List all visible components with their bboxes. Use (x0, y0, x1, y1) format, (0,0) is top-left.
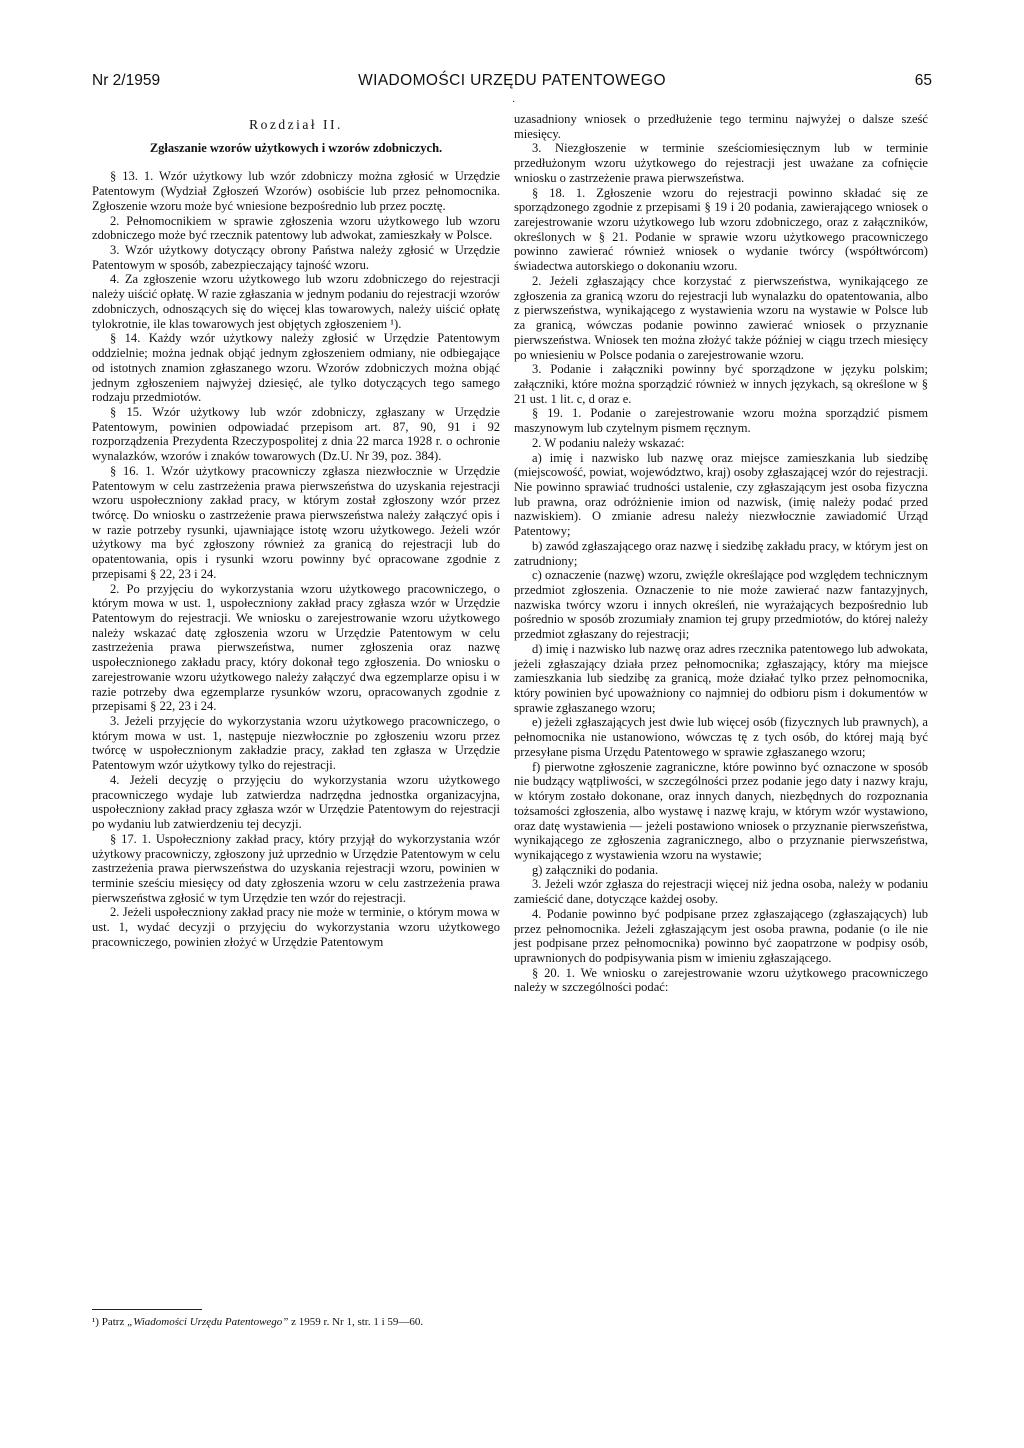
footnote-marker: ¹) (92, 1316, 99, 1328)
paragraph: uzasadniony wniosek o przedłużenie tego terminu najwyżej o dalsze sześć miesięcy. (514, 112, 928, 141)
paragraph: § 19. 1. Podanie o zarejestrowanie wzoru można sporządzić pismem maszynowym lub czytelnym pismem ręcznym. (514, 406, 928, 436)
chapter-title: Rozdział II. (249, 117, 343, 132)
paragraph: 3. Jeżeli wzór zgłasza do rejestracji więcej niż jedna osoba, należy w podaniu zamieścić dane, dotyczące każdej osoby. (514, 877, 928, 907)
list-item: g) załączniki do podania. (532, 862, 659, 877)
page-number: 65 (914, 72, 932, 89)
list-item: e) jeżeli zgłaszających jest dwie lub więcej osób (fizycznych lub prawnych), a pełnomocnika nie ustanowiono, wówczas tę z tych osób, do której mają być przesyłane pisma Urzędu Patentowego w sprawie zgłaszanego wzoru; (514, 715, 928, 759)
footnote-rule (92, 1309, 202, 1310)
list-item: a) imię i nazwisko lub nazwę oraz miejsce zamieszkania lub siedzibę (miejscowość, powiat, województwo, kraj) osoby zgłaszającej wzór do rejestracji. Nie powinno sprawiać trudności ustalenie, czy zgłaszającym jest osoba fizyczna lub prawna, oraz odróżnienie imion od nazwisk, (imię należy podać przed nazwiskiem). O zmianie adresu należy niezwłocznie zawiadomić Urząd Patentowy; (514, 450, 928, 539)
list-item: f) pierwotne zgłoszenie zagraniczne, które powinno być oznaczone w sposób nie budzący wątpliwości, w szczególności przez podanie jego daty i nazwy kraju, w którym zostało dokonane, oraz innych danych, niezbędnych do rozpoznania tożsamości zgłoszenia, albo wystawę i nazwę kraju, w którym wzór wystawiono, oraz datę wystawienia — jeżeli postawiono wniosek o przyznanie pierwszeństwa, wynikającego ze zgłoszenia zagranicznego, albo o przyznanie pierwszeństwa, wynikającego z wystawienia wzoru na wystawie; (514, 759, 928, 862)
paragraph: § 15. Wzór użytkowy lub wzór zdobniczy, zgłaszany w Urzędzie Patentowym, powinien odpowiadać przepisom art. 87, 90, 91 i 92 rozporządzenia Prezydenta Rzeczypospolitej z dnia 22 marca 1928 r. o ochronie wynalazków, wzorów i znaków towarowych (Dz.U. Nr 39, poz. 384). (92, 404, 500, 464)
chapter-subtitle: Zgłaszanie wzorów użytkowych i wzorów zdobniczych. (149, 140, 443, 155)
paragraph: 3. Niezgłoszenie w terminie sześciomiesięcznym lub w terminie przedłużonym wzoru użytkowego do rejestracji jest uważane za cofnięcie wniosku o zastrzeżenie prawa pierwszeństwa. (514, 141, 928, 185)
footnote-reference: z 1959 r. Nr 1, str. 1 i 59—60. (291, 1316, 424, 1328)
right-column (514, 112, 928, 995)
paragraph: 2. Pełnomocnikiem w sprawie zgłoszenia wzoru użytkowego lub wzoru zdobniczego może być rzecznik patentowy lub adwokat, zamieszkały w Polsce. (92, 213, 500, 243)
list-item: b) zawód zgłaszającego oraz nazwę i siedzibę zakładu pracy, w którym jest on zatrudniony; (514, 538, 928, 568)
print-speck: · (512, 97, 516, 108)
paragraph: 3. Podanie i załączniki powinny być sporządzone w języku polskim; załączniki, które można sporządzić również w innych językach, są określone w § 21 ust. 1 lit. c, d oraz e. (514, 362, 928, 406)
journal-title: WIADOMOŚCI URZĘDU PATENTOWEGO (358, 72, 666, 89)
paragraph: § 16. 1. Wzór użytkowy pracowniczy zgłasza niezwłocznie w Urzędzie Patentowym w celu zastrzeżenia prawa pierwszeństwa do uzyskania rejestracji wzoru uspołeczniony zakład pracy, w którym został zgłoszony wzór przez twórcę. Do wniosku o zastrzeżenie prawa pierwszeństwa należy załączyć opis i w razie potrzeby rysunki, ujawniające istotę wzoru użytkowego. Jeżeli wzór użytkowy ma być zgłoszony również za granicą do rejestracji lub do opatentowania, opis i rysunki wzoru powinny być opracowane zgodnie z przepisami § 22, 23 i 24. (92, 463, 500, 581)
paragraph: 3. Jeżeli przyjęcie do wykorzystania wzoru użytkowego pracowniczego, o którym mowa w ust. 1, następuje niezwłocznie po zgłoszeniu wzoru przez twórcę w uspołecznionym zakładzie pracy, zakład ten zgłasza w Urzędzie Patentowym wzór użytkowy tylko do rejestracji. (92, 714, 500, 773)
paragraph: § 13. 1. Wzór użytkowy lub wzór zdobniczy można zgłosić w Urzędzie Patentowym (Wydział Zgłoszeń Wzorów) osobiście lub przez pełnomocnika. Zgłoszenie wzoru może być wniesione bezpośrednio lub przez pocztę. (92, 169, 500, 213)
paragraph: § 20. 1. We wniosku o zarejestrowanie wzoru użytkowego pracowniczego należy w szczególności podać: (514, 965, 928, 995)
footnote (92, 1316, 502, 1329)
paragraph: 2. Jeżeli zgłaszający chce korzystać z pierwszeństwa, wynikającego ze zgłoszenia za granicą wzoru do rejestracji lub wynalazku do opatentowania, albo z pierwszeństwa, wynikającego z wystawienia wzoru na wystawie w Polsce lub za granicą, wówczas podanie powinno zawierać wniosek o przyznanie pierwszeństwa. Wniosek ten można złożyć także później w ciągu trzech miesięcy po wniesieniu w Polsce podania o zarejestrowanie wzoru. (514, 273, 928, 362)
paragraph: 4. Za zgłoszenie wzoru użytkowego lub wzoru zdobniczego do rejestracji należy uiścić opłatę. W razie zgłaszania w jednym podaniu do rejestracji wzorów zdobniczych, odnoszących się do więcej klas towarowych, należy uiścić opłatę tylokrotnie, ile klas towarowych jest objętych zgłoszeniem ¹). (92, 272, 500, 331)
paragraph: 3. Wzór użytkowy dotyczący obrony Państwa należy zgłosić w Urzędzie Patentowym w sposób, zabezpieczający tajność wzoru. (92, 243, 500, 272)
paragraph: 4. Podanie powinno być podpisane przez zgłaszającego (zgłaszających) lub przez pełnomocnika. Jeżeli zgłaszającym jest osoba prawna, podanie (o ile nie jest podpisane przez pełnomocnika) powinno być zaopatrzone w podpisy osób, uprawnionych do podpisywania pism w imieniu zgłaszającego. (514, 906, 928, 965)
footnote-lead: Patrz (101, 1316, 125, 1328)
paragraph: 2. Jeżeli uspołeczniony zakład pracy nie może w terminie, o którym mowa w ust. 1, wydać decyzji o przyjęciu do wykorzystania wzoru użytkowego pracowniczego, powinien złożyć w Urzędzie Patentowym (92, 905, 500, 949)
paragraph: § 18. 1. Zgłoszenie wzoru do rejestracji powinno składać się ze sporządzonego zgodnie z przepisami § 19 i 20 podania, zawierającego wniosek o zarejestrowanie wzoru użytkowego lub wzoru zdobniczego, oraz z załączników, określonych w § 21. Podanie w sprawie wzoru użytkowego pracowniczego powinno zawierać również wniosek o wydanie twórcy (współtwórcom) świadectwa autorskiego o dokonaniu wzoru. (514, 185, 928, 274)
page-header (92, 72, 932, 94)
paragraph: § 17. 1. Uspołeczniony zakład pracy, który przyjął do wykorzystania wzór użytkowy pracowniczy, zgłoszony już uprzednio w Urzędzie Patentowym w celu zastrzeżenia prawa pierwszeństwa do uzyskania rejestracji wzoru, powinien w terminie sześciu miesięcy od daty zgłoszenia wzoru w celu zastrzeżenia prawa pierwszeństwa zgłosić w tym Urzędzie ten wzór do rejestracji. (92, 831, 500, 905)
issue-number: Nr 2/1959 (92, 72, 161, 89)
paragraph: 4. Jeżeli decyzję o przyjęciu do wykorzystania wzoru użytkowego pracowniczego wydaje lub zatwierdza nadrzędna jednostka organizacyjna, uspołeczniony zakład pracy zgłasza wzór w Urzędzie Patentowym do rejestracji po wydaniu lub zatwierdzeniu tej decyzji. (92, 772, 500, 832)
paragraph: 2. Po przyjęciu do wykorzystania wzoru użytkowego pracowniczego, o którym mowa w ust. 1, uspołeczniony zakład pracy zgłasza wzór w Urzędzie Patentowym do rejestracji. We wniosku o zarejestrowanie wzoru użytkowego należy wskazać datę zgłoszenia wzoru w Urzędzie Patentowym w celu zastrzeżenia prawa pierwszeństwa, numer zgłoszenia oraz nazwę uspołecznionego zakładu pracy, który dokonał tego zgłoszenia. Do wniosku o zarejestrowanie wzoru użytkowego należy załączyć dwa egzemplarze opisu i w razie potrzeby dwa egzemplarze rysunków wzoru, opracowanych zgodnie z przepisami § 22, 23 i 24. (92, 581, 500, 714)
paragraph: 2. W podaniu należy wskazać: (532, 435, 685, 450)
paragraph: § 14. Każdy wzór użytkowy należy zgłosić w Urzędzie Patentowym oddzielnie; można jednak objąć jednym zgłoszeniem odmiany, nie odbiegające od istotnych znamion zgłaszanego wzoru. Wzorów zdobniczych można objąć jednym zgłoszeniem najwyżej dziesięć, ale tylko dotyczących tego samego rodzaju przedmiotów. (92, 331, 500, 405)
list-item: c) oznaczenie (nazwę) wzoru, zwięźle określające pod względem technicznym przedmiot zgłoszenia. Oznaczenie to nie może zawierać nazw fantazyjnych, nazwiska twórcy wzoru i innych określeń, nie wyrażających bezpośrednio lub pośrednio w sposób zrozumiały znamion tej grupy przedmiotów, do której należy przedmiot zgłaszany do rejestracji; (514, 568, 928, 642)
left-column (92, 112, 500, 950)
footnote-journal-title: „Wiadomości Urzędu Patentowego” (127, 1316, 289, 1328)
list-item: d) imię i nazwisko lub nazwę oraz adres rzecznika patentowego lub adwokata, jeżeli zgłaszający działa przez pełnomocnika; zgłaszający, który ma miejsce zamieszkania lub siedzibę za granicą, może działać tylko przez pełnomocnika, który powinien być upoważniony co najmniej do odbioru pism i dokumentów w sprawie zgłaszanego wzoru; (514, 641, 928, 715)
